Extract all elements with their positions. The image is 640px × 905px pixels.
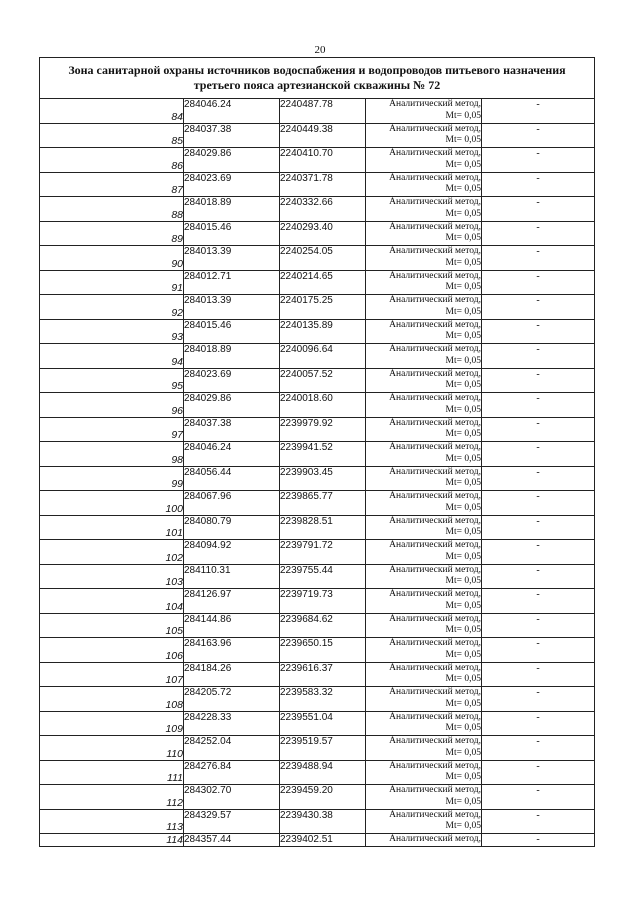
method-cell: [366, 172, 482, 197]
point-number-cell: 109: [40, 711, 184, 736]
method-cell: [366, 197, 482, 222]
table-row: [40, 711, 595, 736]
method-name: Аналитический метод,: [389, 246, 481, 256]
note-cell: -: [482, 172, 595, 197]
method-name: Аналитический метод,: [389, 589, 481, 599]
page-number: 20: [314, 44, 326, 56]
point-number-cell: 93: [40, 319, 184, 344]
note-cell: -: [482, 785, 595, 810]
method-cell: [366, 711, 482, 736]
method-cell: [366, 809, 482, 834]
note-cell: -: [482, 148, 595, 173]
method-accuracy: Mt= 0,05: [445, 380, 481, 390]
note-cell: -: [482, 638, 595, 663]
method-accuracy: Mt= 0,05: [445, 796, 481, 807]
point-number-cell: 102: [40, 540, 184, 565]
note-cell: -: [482, 319, 595, 344]
y-coordinate-cell: 2240214.65: [280, 270, 366, 295]
table-row: [40, 393, 595, 418]
point-number-cell: 90: [40, 246, 184, 271]
method-name: Аналитический метод,: [389, 809, 481, 820]
note-cell: -: [482, 760, 595, 785]
table-row: [40, 540, 595, 565]
method-name: Аналитический метод,: [389, 515, 481, 526]
point-number-cell: 106: [40, 638, 184, 663]
x-coordinate-cell: 284056.44: [184, 466, 280, 491]
table-row: [40, 123, 595, 148]
point-number-cell: 114: [40, 834, 184, 847]
method-cell: [366, 442, 482, 467]
method-cell: [366, 393, 482, 418]
y-coordinate-cell: 2240018.60: [280, 393, 366, 418]
x-coordinate-cell: 284228.33: [184, 711, 280, 736]
table-title-line-1: Зона санитарной охраны источников водоспабжения и водопроводов питьевого назначения: [68, 63, 566, 77]
note-cell: -: [482, 540, 595, 565]
y-coordinate-cell: 2240449.38: [280, 123, 366, 148]
note-cell: -: [482, 711, 595, 736]
method-name: Аналитический метод,: [389, 99, 481, 109]
y-coordinate-cell: 2239616.37: [280, 662, 366, 687]
method-accuracy: Mt= 0,05: [445, 282, 481, 292]
table-row: [40, 687, 595, 712]
table-row: [40, 172, 595, 197]
note-cell: -: [482, 246, 595, 271]
x-coordinate-cell: 284080.79: [184, 515, 280, 540]
y-coordinate-cell: 2240096.64: [280, 344, 366, 369]
point-number-cell: 105: [40, 613, 184, 638]
x-coordinate-cell: 284013.39: [184, 295, 280, 320]
note-cell: -: [482, 393, 595, 418]
table-row: [40, 442, 595, 467]
method-name: Аналитический метод,: [389, 834, 481, 844]
note-cell: -: [482, 123, 595, 148]
point-number-cell: 85: [40, 123, 184, 148]
table-row: [40, 417, 595, 442]
note-cell: -: [482, 368, 595, 393]
table-row: [40, 589, 595, 614]
method-cell: [366, 564, 482, 589]
x-coordinate-cell: 284023.69: [184, 172, 280, 197]
table-row: [40, 785, 595, 810]
note-cell: -: [482, 344, 595, 369]
method-name: Аналитический метод,: [389, 760, 481, 771]
point-number-cell: 84: [40, 99, 184, 124]
method-accuracy: Mt= 0,05: [445, 625, 481, 635]
x-coordinate-cell: 284252.04: [184, 736, 280, 761]
y-coordinate-cell: 2239402.51: [280, 834, 366, 847]
method-cell: [366, 662, 482, 687]
note-cell: -: [482, 834, 595, 847]
y-coordinate-cell: 2239650.15: [280, 638, 366, 663]
method-accuracy: Mt= 0,05: [445, 527, 481, 537]
method-name: Аналитический метод,: [389, 417, 481, 428]
x-coordinate-cell: 284018.89: [184, 344, 280, 369]
x-coordinate-cell: 284037.38: [184, 123, 280, 148]
table-row: [40, 344, 595, 369]
point-number-cell: 92: [40, 295, 184, 320]
method-name: Аналитический метод,: [389, 613, 481, 624]
table-row: [40, 564, 595, 589]
y-coordinate-cell: 2240175.25: [280, 295, 366, 320]
method-accuracy: Mt= 0,05: [445, 404, 481, 415]
x-coordinate-cell: 284018.89: [184, 197, 280, 222]
y-coordinate-cell: 2239684.62: [280, 613, 366, 638]
x-coordinate-cell: 284067.96: [184, 491, 280, 516]
method-name: Аналитический метод,: [389, 295, 481, 305]
table-row: [40, 834, 595, 847]
point-number-cell: 112: [40, 785, 184, 810]
note-cell: -: [482, 270, 595, 295]
method-cell: [366, 368, 482, 393]
table-row: [40, 736, 595, 761]
x-coordinate-cell: 284357.44: [184, 834, 280, 847]
method-cell: [366, 491, 482, 516]
method-accuracy: Mt= 0,05: [445, 747, 481, 758]
note-cell: -: [482, 442, 595, 467]
x-coordinate-cell: 284276.84: [184, 760, 280, 785]
method-accuracy: Mt= 0,05: [445, 257, 481, 268]
x-coordinate-cell: 284023.69: [184, 368, 280, 393]
table-title-line-2: третьего пояса артезианской скважины № 72: [193, 78, 441, 92]
note-cell: -: [482, 491, 595, 516]
table-row: [40, 99, 595, 124]
x-coordinate-cell: 284046.24: [184, 442, 280, 467]
table-row: [40, 638, 595, 663]
y-coordinate-cell: 2239459.20: [280, 785, 366, 810]
method-name: Аналитический метод,: [389, 319, 481, 330]
note-cell: -: [482, 564, 595, 589]
y-coordinate-cell: 2240410.70: [280, 148, 366, 173]
method-cell: [366, 736, 482, 761]
x-coordinate-cell: 284144.86: [184, 613, 280, 638]
method-name: Аналитический метод,: [389, 711, 481, 722]
note-cell: -: [482, 662, 595, 687]
y-coordinate-cell: 2239430.38: [280, 809, 366, 834]
x-coordinate-cell: 284126.97: [184, 589, 280, 614]
point-number-cell: 86: [40, 148, 184, 173]
point-number-cell: 103: [40, 564, 184, 589]
table-row: [40, 466, 595, 491]
method-name: Аналитический метод,: [389, 344, 481, 354]
method-accuracy: Mt= 0,05: [445, 453, 481, 464]
method-cell: [366, 687, 482, 712]
method-cell: [366, 540, 482, 565]
note-cell: -: [482, 197, 595, 222]
method-cell: [366, 466, 482, 491]
note-cell: -: [482, 589, 595, 614]
point-number-cell: 91: [40, 270, 184, 295]
y-coordinate-cell: 2239791.72: [280, 540, 366, 565]
y-coordinate-cell: 2240254.05: [280, 246, 366, 271]
method-name: Аналитический метод,: [389, 123, 481, 134]
method-accuracy: Mt= 0,05: [445, 821, 481, 831]
method-name: Аналитический метод,: [389, 270, 481, 281]
method-name: Аналитический метод,: [389, 662, 481, 673]
y-coordinate-cell: 2240293.40: [280, 221, 366, 246]
method-cell: [366, 760, 482, 785]
point-number-cell: 94: [40, 344, 184, 369]
table-row: [40, 221, 595, 246]
method-name: Аналитический метод,: [389, 148, 481, 158]
method-cell: [366, 638, 482, 663]
point-number-cell: 113: [40, 809, 184, 834]
y-coordinate-cell: 2239865.77: [280, 491, 366, 516]
method-name: Аналитический метод,: [389, 172, 481, 183]
table-row: [40, 148, 595, 173]
x-coordinate-cell: 284046.24: [184, 99, 280, 124]
method-name: Аналитический метод,: [389, 540, 481, 550]
method-cell: [366, 589, 482, 614]
method-accuracy: Mt= 0,05: [445, 600, 481, 611]
x-coordinate-cell: 284029.86: [184, 148, 280, 173]
method-accuracy: Mt= 0,05: [445, 355, 481, 366]
y-coordinate-cell: 2240371.78: [280, 172, 366, 197]
table-row: [40, 515, 595, 540]
table-row: [40, 295, 595, 320]
point-number-cell: 99: [40, 466, 184, 491]
method-cell: [366, 221, 482, 246]
method-accuracy: Mt= 0,05: [445, 478, 481, 488]
method-accuracy: Mt= 0,05: [445, 306, 481, 317]
x-coordinate-cell: 284184.26: [184, 662, 280, 687]
method-accuracy: Mt= 0,05: [445, 135, 481, 145]
point-number-cell: 97: [40, 417, 184, 442]
point-number-cell: 98: [40, 442, 184, 467]
method-accuracy: Mt= 0,05: [445, 110, 481, 121]
method-cell: [366, 785, 482, 810]
point-number-cell: 100: [40, 491, 184, 516]
method-name: Аналитический метод,: [389, 197, 481, 207]
table-row: [40, 319, 595, 344]
point-number-cell: 96: [40, 393, 184, 418]
note-cell: -: [482, 466, 595, 491]
method-accuracy: Mt= 0,05: [445, 649, 481, 660]
method-name: Аналитический метод,: [389, 491, 481, 501]
method-cell: [366, 344, 482, 369]
table-row: [40, 246, 595, 271]
point-number-cell: 110: [40, 736, 184, 761]
x-coordinate-cell: 284015.46: [184, 319, 280, 344]
y-coordinate-cell: 2239551.04: [280, 711, 366, 736]
table-row: [40, 197, 595, 222]
y-coordinate-cell: 2239828.51: [280, 515, 366, 540]
x-coordinate-cell: 284302.70: [184, 785, 280, 810]
method-accuracy: Mt= 0,05: [445, 674, 481, 684]
point-number-cell: 87: [40, 172, 184, 197]
table-row: [40, 368, 595, 393]
note-cell: -: [482, 613, 595, 638]
y-coordinate-cell: 2239979.92: [280, 417, 366, 442]
y-coordinate-cell: 2239488.94: [280, 760, 366, 785]
method-cell: [366, 515, 482, 540]
method-accuracy: Mt= 0,05: [445, 502, 481, 513]
method-cell: [366, 123, 482, 148]
point-number-cell: 108: [40, 687, 184, 712]
note-cell: -: [482, 736, 595, 761]
table-row: [40, 613, 595, 638]
point-number-cell: 111: [40, 760, 184, 785]
method-name: Аналитический метод,: [389, 564, 481, 575]
method-cell: [366, 295, 482, 320]
note-cell: -: [482, 99, 595, 124]
point-number-cell: 95: [40, 368, 184, 393]
x-coordinate-cell: 284205.72: [184, 687, 280, 712]
method-accuracy: Mt= 0,05: [445, 576, 481, 586]
table-header-row: [40, 58, 595, 99]
y-coordinate-cell: 2240135.89: [280, 319, 366, 344]
y-coordinate-cell: 2239519.57: [280, 736, 366, 761]
method-accuracy: Mt= 0,05: [445, 233, 481, 243]
method-accuracy: Mt= 0,05: [445, 429, 481, 439]
note-cell: -: [482, 295, 595, 320]
method-name: Аналитический метод,: [389, 442, 481, 452]
x-coordinate-cell: 284329.57: [184, 809, 280, 834]
note-cell: -: [482, 221, 595, 246]
y-coordinate-cell: 2239719.73: [280, 589, 366, 614]
method-name: Аналитический метод,: [389, 393, 481, 403]
coordinates-table: [39, 57, 595, 847]
table-row: [40, 662, 595, 687]
method-name: Аналитический метод,: [389, 368, 481, 379]
method-cell: [366, 270, 482, 295]
table-title: [40, 58, 595, 99]
method-cell: [366, 148, 482, 173]
method-accuracy: Mt= 0,05: [445, 723, 481, 733]
method-cell: [366, 319, 482, 344]
method-name: Аналитический метод,: [389, 736, 481, 746]
method-name: Аналитический метод,: [389, 466, 481, 477]
y-coordinate-cell: 2240487.78: [280, 99, 366, 124]
point-number-cell: 89: [40, 221, 184, 246]
x-coordinate-cell: 284163.96: [184, 638, 280, 663]
table-row: [40, 491, 595, 516]
y-coordinate-cell: 2240332.66: [280, 197, 366, 222]
method-name: Аналитический метод,: [389, 638, 481, 648]
note-cell: -: [482, 687, 595, 712]
method-accuracy: Mt= 0,05: [445, 331, 481, 341]
note-cell: -: [482, 515, 595, 540]
point-number-cell: 88: [40, 197, 184, 222]
method-cell: [366, 246, 482, 271]
table-row: [40, 809, 595, 834]
method-accuracy: Mt= 0,05: [445, 551, 481, 562]
method-name: Аналитический метод,: [389, 687, 481, 697]
note-cell: -: [482, 417, 595, 442]
point-number-cell: 104: [40, 589, 184, 614]
point-number-cell: 101: [40, 515, 184, 540]
table-row: [40, 270, 595, 295]
x-coordinate-cell: 284037.38: [184, 417, 280, 442]
method-accuracy: Mt= 0,05: [445, 698, 481, 709]
method-accuracy: Mt= 0,05: [445, 208, 481, 219]
method-cell: [366, 613, 482, 638]
method-accuracy: Mt= 0,05: [445, 159, 481, 170]
y-coordinate-cell: 2239941.52: [280, 442, 366, 467]
note-cell: -: [482, 809, 595, 834]
y-coordinate-cell: 2239903.45: [280, 466, 366, 491]
method-name: Аналитический метод,: [389, 785, 481, 795]
x-coordinate-cell: 284094.92: [184, 540, 280, 565]
x-coordinate-cell: 284015.46: [184, 221, 280, 246]
method-accuracy: Mt= 0,05: [445, 184, 481, 194]
y-coordinate-cell: 2239583.32: [280, 687, 366, 712]
x-coordinate-cell: 284110.31: [184, 564, 280, 589]
y-coordinate-cell: 2240057.52: [280, 368, 366, 393]
x-coordinate-cell: 284029.86: [184, 393, 280, 418]
method-name: Аналитический метод,: [389, 221, 481, 232]
method-accuracy: Mt= 0,05: [445, 772, 481, 782]
x-coordinate-cell: 284012.71: [184, 270, 280, 295]
x-coordinate-cell: 284013.39: [184, 246, 280, 271]
method-cell: [366, 834, 482, 847]
method-cell: [366, 417, 482, 442]
point-number-cell: 107: [40, 662, 184, 687]
table-row: [40, 760, 595, 785]
y-coordinate-cell: 2239755.44: [280, 564, 366, 589]
method-cell: [366, 99, 482, 124]
